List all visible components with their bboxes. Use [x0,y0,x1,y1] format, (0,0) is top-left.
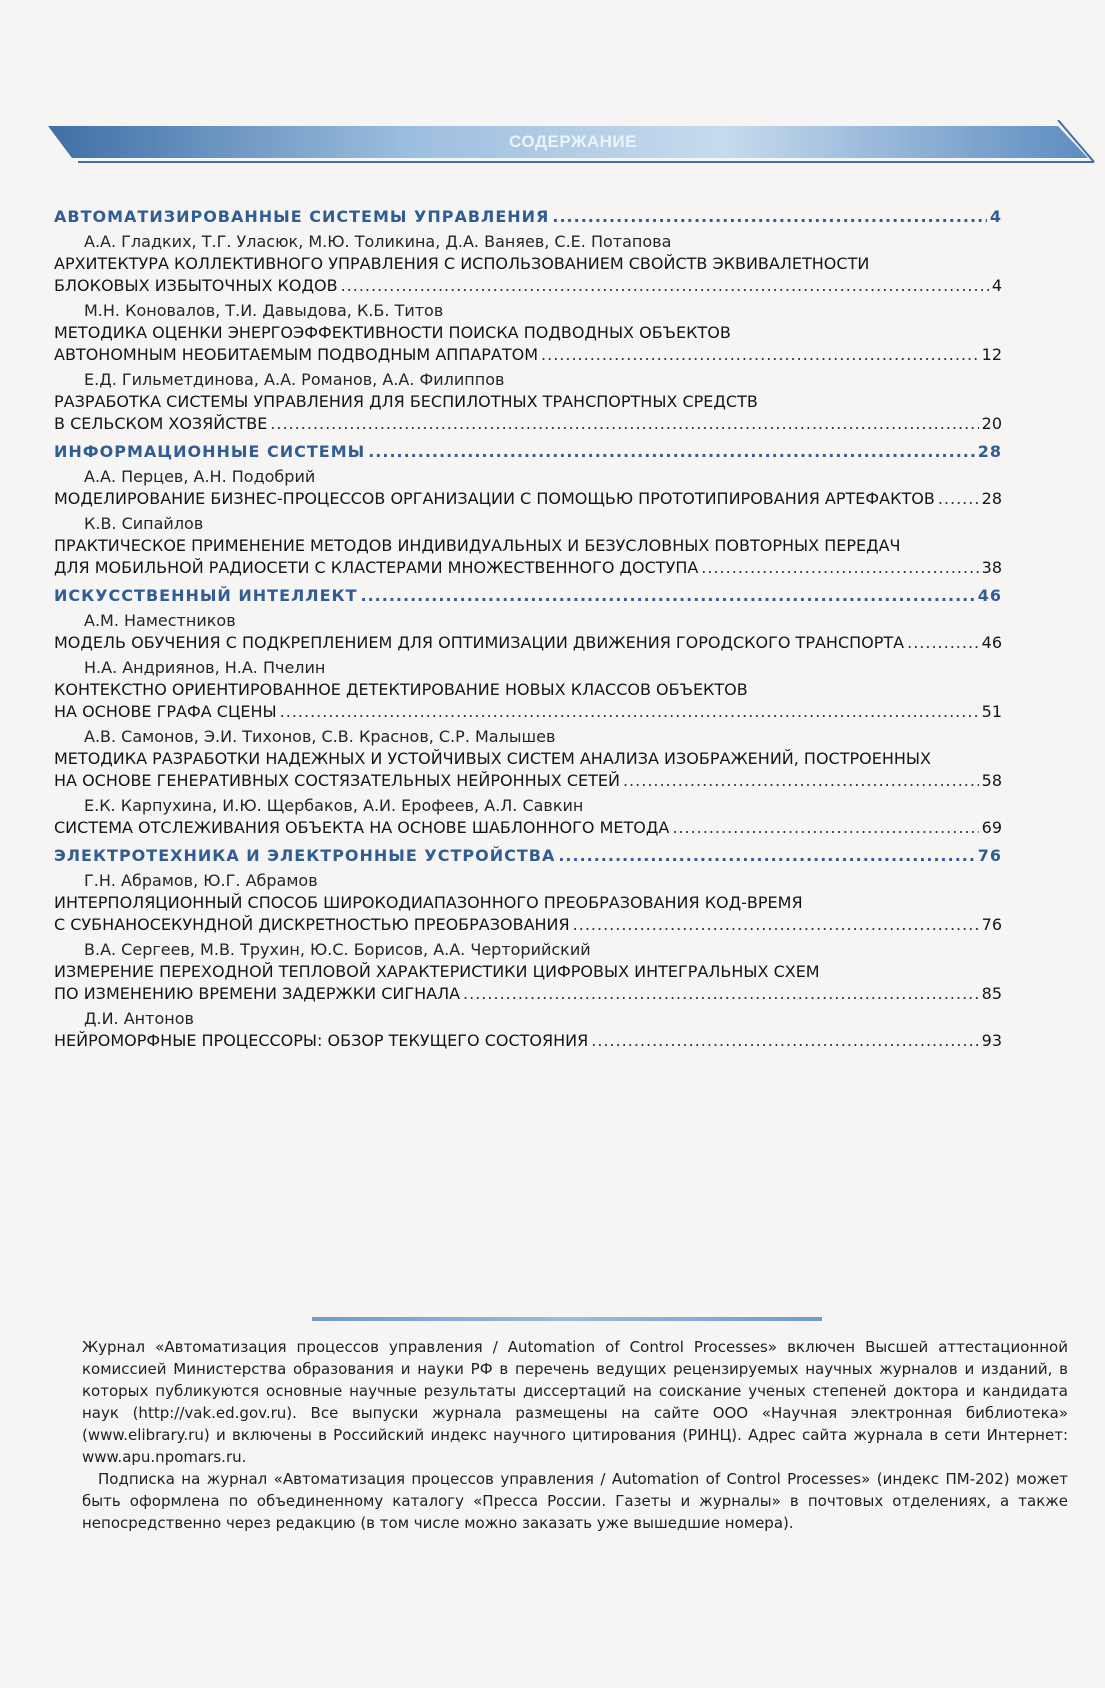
section-heading-text: ЭЛЕКТРОТЕХНИКА И ЭЛЕКТРОННЫЕ УСТРОЙСТВА [54,846,556,865]
article-title [54,1030,1002,1052]
article-title-text: МОДЕЛИРОВАНИЕ БИЗНЕС-ПРОЦЕССОВ ОРГАНИЗАЦИИ С ПОМОЩЬЮ ПРОТОТИПИРОВАНИЯ АРТЕФАКТОВ [54,489,935,508]
article-authors: Д.И. Антонов [84,1009,194,1028]
article-title [54,770,1002,792]
dot-leader [573,914,979,936]
article-title: ИЗМЕРЕНИЕ ПЕРЕХОДНОЙ ТЕПЛОВОЙ ХАРАКТЕРИСТИКИ ЦИФРОВЫХ ИНТЕГРАЛЬНЫХ СХЕМ [54,962,820,981]
article-authors: Н.А. Андриянов, Н.А. Пчелин [84,658,326,677]
table-of-contents [54,200,1002,1052]
dot-leader [552,206,986,228]
article-title-text: НА ОСНОВЕ ГРАФА СЦЕНЫ [54,702,277,721]
article-title-text: ПО ИЗМЕНЕНИЮ ВРЕМЕНИ ЗАДЕРЖКИ СИГНАЛА [54,984,461,1003]
article-title-text: БЛОКОВЫХ ИЗБЫТОЧНЫХ КОДОВ [54,276,338,295]
section-heading [54,206,1002,228]
article-authors: Е.К. Карпухина, И.Ю. Щербаков, А.И. Ерофеев, А.Л. Савкин [84,796,584,815]
article-authors: А.А. Гладких, Т.Г. Уласюк, М.Ю. Толикина, Д.А. Ваняев, С.Е. Потапова [84,232,672,251]
dot-leader [270,413,978,435]
article-title-text: ДЛЯ МОБИЛЬНОЙ РАДИОСЕТИ С КЛАСТЕРАМИ МНОЖЕСТВЕННОГО ДОСТУПА [54,558,699,577]
page-number: 69 [981,818,1002,837]
article-title [54,701,1002,723]
dot-leader [938,488,979,510]
article-title [54,275,1002,297]
article-title: ИНТЕРПОЛЯЦИОННЫЙ СПОСОБ ШИРОКОДИАПАЗОННОГО ПРЕОБРАЗОВАНИЯ КОД-ВРЕМЯ [54,893,803,912]
dot-leader [341,275,989,297]
article-title-text: АВТОНОМНЫМ НЕОБИТАЕМЫМ ПОДВОДНЫМ АППАРАТОМ [54,345,539,364]
dot-leader [541,344,979,366]
article-authors: М.Н. Коновалов, Т.И. Давыдова, К.Б. Титов [84,301,444,320]
page-number: 28 [977,442,1002,461]
note-paragraph: Журнал «Автоматизация процессов управления / Automation of Control Processes» включен Высшей аттестационной комиссией Министерства образования и науки РФ в перечень ведущих рецензируемых научных журналов и изданий, в которых публикуются основные научные результаты диссертаций на соискание ученых степеней доктора и кандидата наук (http://vak.ed.gov.ru). Все выпуски журнала размещены на сайте ООО «Научная электронная библиотека» (www.elibrary.ru) и включены в Российский индекс научного цитирования (РИНЦ). Адрес сайта журнала в сети Интернет: www.apu.npomars.ru. [82,1338,1068,1466]
article-title [54,488,1002,510]
article-authors: А.В. Самонов, Э.И. Тихонов, С.В. Краснов, С.Р. Малышев [84,727,556,746]
dot-leader [280,701,979,723]
article-title [54,817,1002,839]
article-title-text: В СЕЛЬСКОМ ХОЗЯЙСТВЕ [54,414,268,433]
page-number: 51 [981,702,1002,721]
article-title: РАЗРАБОТКА СИСТЕМЫ УПРАВЛЕНИЯ ДЛЯ БЕСПИЛОТНЫХ ТРАНСПОРТНЫХ СРЕДСТВ [54,392,758,411]
article-title [54,413,1002,435]
article-title-text: НА ОСНОВЕ ГЕНЕРАТИВНЫХ СОСТЯЗАТЕЛЬНЫХ НЕЙРОННЫХ СЕТЕЙ [54,771,620,790]
footer-note [82,1336,1068,1534]
article-title: МЕТОДИКА РАЗРАБОТКИ НАДЕЖНЫХ И УСТОЙЧИВЫХ СИСТЕМ АНАЛИЗА ИЗОБРАЖЕНИЙ, ПОСТРОЕННЫХ [54,749,931,768]
article-authors: Е.Д. Гильметдинова, А.А. Романов, А.А. Филиппов [84,370,505,389]
page-title: СОДЕРЖАНИЕ [509,132,637,151]
section-heading-text: АВТОМАТИЗИРОВАННЫЕ СИСТЕМЫ УПРАВЛЕНИЯ [54,207,550,226]
page-number: 12 [981,345,1002,364]
dot-leader [701,557,978,579]
article-title-text: СИСТЕМА ОТСЛЕЖИВАНИЯ ОБЪЕКТА НА ОСНОВЕ ШАБЛОННОГО МЕТОДА [54,818,670,837]
page-number: 85 [981,984,1002,1003]
dot-leader [672,817,978,839]
article-authors: Г.Н. Абрамов, Ю.Г. Абрамов [84,871,318,890]
page-number: 76 [977,846,1002,865]
page-number: 28 [981,489,1002,508]
article-title: АРХИТЕКТУРА КОЛЛЕКТИВНОГО УПРАВЛЕНИЯ С ИСПОЛЬЗОВАНИЕМ СВОЙСТВ ЭКВИВАЛЕТНОСТИ [54,254,870,273]
contents-banner [48,120,1098,168]
article-title [54,344,1002,366]
dot-leader [591,1030,978,1052]
article-title-text: НЕЙРОМОРФНЫЕ ПРОЦЕССОРЫ: ОБЗОР ТЕКУЩЕГО СОСТОЯНИЯ [54,1031,589,1050]
page-number: 76 [981,915,1002,934]
dot-leader [623,770,979,792]
page-number: 46 [977,586,1002,605]
section-heading-text: ИНФОРМАЦИОННЫЕ СИСТЕМЫ [54,442,366,461]
section-heading-text: ИСКУССТВЕННЫЙ ИНТЕЛЛЕКТ [54,586,358,605]
article-authors: В.А. Сергеев, М.В. Трухин, Ю.С. Борисов, А.А. Черторийский [84,940,591,959]
page-number: 4 [991,276,1002,295]
footer-divider [312,1317,822,1321]
article-title-text: С СУБНАНОСЕКУНДНОЙ ДИСКРЕТНОСТЬЮ ПРЕОБРАЗОВАНИЯ [54,915,570,934]
page-number: 93 [981,1031,1002,1050]
article-title: КОНТЕКСТНО ОРИЕНТИРОВАННОЕ ДЕТЕКТИРОВАНИЕ НОВЫХ КЛАССОВ ОБЪЕКТОВ [54,680,748,699]
article-title [54,632,1002,654]
dot-leader [361,585,975,607]
article-title [54,914,1002,936]
section-heading [54,585,1002,607]
article-title [54,557,1002,579]
article-title: МЕТОДИКА ОЦЕНКИ ЭНЕРГОЭФФЕКТИВНОСТИ ПОИСКА ПОДВОДНЫХ ОБЪЕКТОВ [54,323,731,342]
article-title [54,983,1002,1005]
article-title: ПРАКТИЧЕСКОЕ ПРИМЕНЕНИЕ МЕТОДОВ ИНДИВИДУАЛЬНЫХ И БЕЗУСЛОВНЫХ ПОВТОРНЫХ ПЕРЕДАЧ [54,536,901,555]
page-number: 58 [981,771,1002,790]
article-title-text: МОДЕЛЬ ОБУЧЕНИЯ С ПОДКРЕПЛЕНИЕМ ДЛЯ ОПТИМИЗАЦИИ ДВИЖЕНИЯ ГОРОДСКОГО ТРАНСПОРТА [54,633,905,652]
page-number: 38 [981,558,1002,577]
dot-leader [368,441,975,463]
note-paragraph: Подписка на журнал «Автоматизация процессов управления / Automation of Control Processes» (индекс ПМ-202) может быть оформлена по объединенному каталогу «Пресса России. Газеты и журналы» в почтовых отделениях, а также непосредственно через редакцию (в том числе можно заказать уже вышедшие номера). [82,1470,1068,1532]
article-authors: К.В. Сипайлов [84,514,204,533]
dot-leader [558,845,974,867]
section-heading [54,845,1002,867]
page-number: 4 [989,207,1002,226]
page-number: 20 [981,414,1002,433]
dot-leader [463,983,979,1005]
section-heading [54,441,1002,463]
page-number: 46 [981,633,1002,652]
article-authors: А.М. Наместников [84,611,236,630]
dot-leader [907,632,979,654]
article-authors: А.А. Перцев, А.Н. Подобрий [84,467,316,486]
